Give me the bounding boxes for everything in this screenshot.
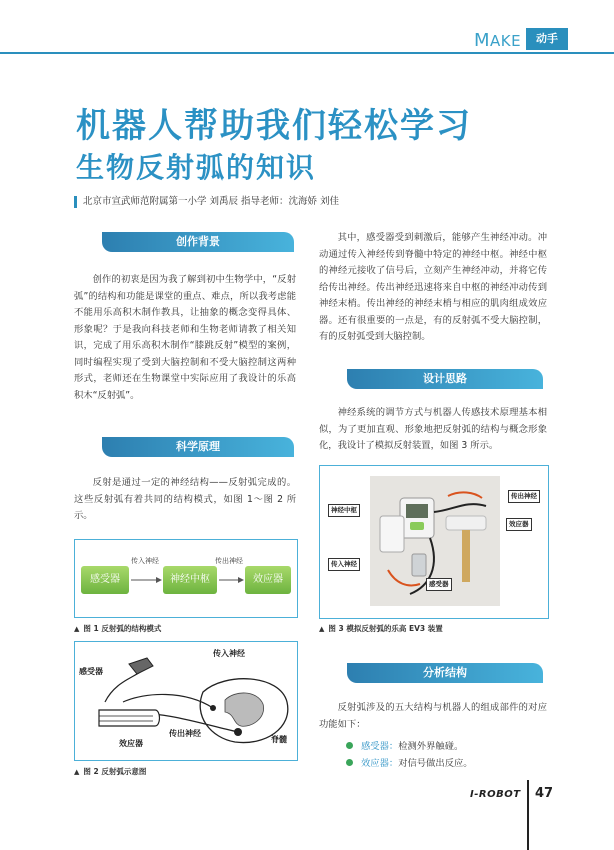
ev3-screen [406, 504, 428, 518]
receptor-shape [129, 658, 153, 674]
byline: 北京市宣武师范附属第一小学 刘禹辰 指导老师：沈海娇 刘佳 [74, 196, 339, 208]
right-intro-paragraph [319, 230, 547, 346]
node-receptor: 感受器 [81, 566, 129, 594]
analysis-bullet-list [346, 738, 546, 772]
bullet-desc: 对信号做出反应。 [398, 758, 473, 769]
article-title-line1: 机器人帮助我们轻松学习 [76, 106, 472, 146]
list-item [346, 755, 546, 772]
label-effector: 效应器 [119, 739, 143, 748]
figure-1-arrows [75, 540, 297, 617]
edge-label-efferent: 传出神经 [215, 557, 243, 565]
lego-frame [380, 516, 404, 552]
touch-sensor [412, 554, 426, 576]
section-heading-design: 设计思路 [347, 369, 543, 389]
label-efferent-nerve: 传出神经 [169, 729, 201, 738]
header-rule [0, 52, 614, 54]
section-tab: 动手 [526, 28, 568, 50]
paragraph-text: 反射是通过一定的神经结构——反射弧完成的。这些反射弧有着共同的结构模式，如图 1～图 2 所示。 [74, 477, 296, 521]
caption-marker: ▲ [74, 768, 80, 776]
tag-receptor: 感受器 [426, 578, 452, 591]
node-effector: 效应器 [245, 566, 291, 594]
label-receptor: 感受器 [79, 667, 103, 676]
figure-3-photo [319, 465, 549, 619]
analysis-paragraph [319, 700, 547, 733]
edge-label-afferent: 传入神经 [131, 557, 159, 565]
bullet-term: 感受器： [361, 741, 399, 752]
bullet-dot [346, 759, 353, 766]
ev3-button [410, 522, 424, 530]
caption-text: 图 1 反射弧的结构模式 [83, 624, 162, 633]
node-nerve-center: 神经中枢 [163, 566, 217, 594]
paragraph-text: 神经系统的调节方式与机器人传感技术原理基本相似，为了更加直观、形象地把反射弧的结构与概念形象化，我设计了模拟反射装置，如图 3 所示。 [319, 407, 547, 451]
tag-effector: 效应器 [506, 518, 532, 531]
paragraph-text: 创作的初衷是因为我了解到初中生物学中，“反射弧”的结构和功能是课堂的重点、难点，所以我考虑能不能用乐高积木制作教具，让抽象的概念变得具体、形象呢？于是我向科技老师和生物老师请教了相关知识，完成了用乐高积木制作“膝跳反射”模型的案例，同时编程实现了受到大脑控制和不受大脑控制这两种形式，老师还在生物课堂中实际应用了我设计的乐高积木“反射弧”。 [74, 274, 296, 401]
science-paragraph [74, 475, 296, 525]
bullet-dot [346, 742, 353, 749]
article-title-line2: 生物反射弧的知识 [76, 151, 317, 184]
caption-marker: ▲ [319, 625, 325, 633]
magazine-column-label: MAKE [474, 30, 522, 51]
paragraph-text: 其中，感受器受到刺激后，能够产生神经冲动。冲动通过传入神经传到脊髓中特定的神经中枢。神经中枢的神经元接收了信号后，立刻产生神经冲动，并将它传给传出神经。传出神经迅速将来自中枢的神经冲动传到神经末梢。传出神经的神经末梢与相应的肌肉组成效应器。还有很重要的一点是，有的反射弧不受大脑控制，有的反射弧受到大脑控制。 [319, 232, 547, 342]
figure-1-diagram [74, 539, 298, 618]
tag-nerve-center: 神经中枢 [328, 504, 360, 517]
brand-logo: I-ROBOT [470, 789, 521, 800]
motor [446, 516, 486, 530]
figure-3-caption [319, 623, 443, 634]
caption-text: 图 3 模拟反射弧的乐高 EV3 装置 [328, 624, 443, 633]
paragraph-text: 反射弧涉及的五大结构与机器人的组成部件的对应功能如下： [319, 702, 547, 730]
muscle-shape-1 [99, 710, 160, 726]
label-afferent-nerve: 传入神经 [213, 649, 245, 658]
design-paragraph [319, 405, 547, 455]
footer-divider [527, 780, 529, 850]
section-heading-analysis: 分析结构 [347, 663, 543, 683]
figure-2-illustration [74, 641, 298, 761]
leg-rod [462, 530, 470, 582]
section-heading-science: 科学原理 [102, 437, 294, 457]
label-spinal-cord: 脊髓 [271, 735, 287, 744]
reflex-arc-drawing [75, 642, 297, 760]
list-item [346, 738, 546, 755]
caption-text: 图 2 反射弧示意图 [83, 767, 147, 776]
background-paragraph [74, 272, 296, 404]
tag-efferent-nerve: 传出神经 [508, 490, 540, 503]
figure-2-caption [74, 766, 146, 777]
bullet-term: 效应器： [361, 758, 399, 769]
page-number: 47 [535, 786, 554, 801]
caption-marker: ▲ [74, 625, 80, 633]
tag-afferent-nerve: 传入神经 [328, 558, 360, 571]
section-heading-background: 创作背景 [102, 232, 294, 252]
figure-1-caption [74, 623, 161, 634]
bullet-desc: 检测外界触碰。 [398, 741, 464, 752]
